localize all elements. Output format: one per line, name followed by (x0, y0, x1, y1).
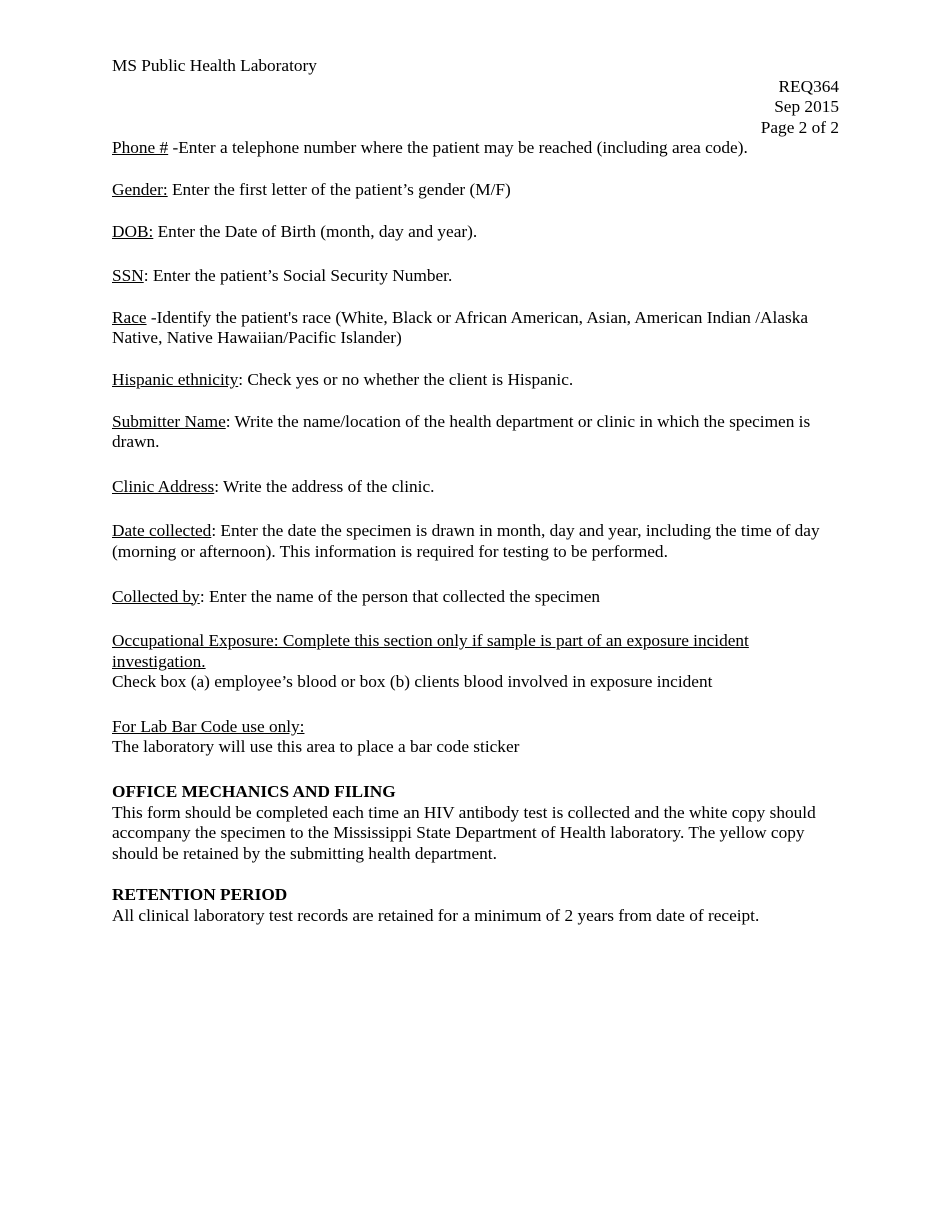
field-ssn (112, 266, 839, 287)
lab-barcode-label: For Lab Bar Code use only: (112, 716, 305, 736)
field-description: Enter the first letter of the patient’s gender (M/F) (167, 179, 511, 199)
field-description: : Write the name/location of the health department or clinic in which the specimen is drawn. (112, 411, 811, 452)
field-label: Race (112, 307, 147, 327)
field-description: : Enter the date the specimen is drawn in month, day and year, including the time of day (morning or afternoon). This information is required for testing to be performed. (112, 521, 820, 561)
field-date-collected (112, 521, 839, 562)
field-label: Hispanic ethnicity (112, 369, 239, 389)
field-description: Enter the Date of Birth (month, day and year). (153, 221, 478, 241)
office-mechanics-heading: OFFICE MECHANICS AND FILING (112, 782, 396, 802)
field-label: Submitter Name (112, 411, 226, 431)
retention-period-text: All clinical laboratory test records are retained for a minimum of 2 years from date of receipt. (112, 906, 760, 926)
form-id: REQ364 (778, 76, 839, 96)
retention-period-section (112, 885, 839, 926)
field-label: Date collected (112, 521, 212, 541)
revision-date: Sep 2015 (774, 97, 839, 117)
field-description: -Identify the patient's race (White, Black or African American, Asian, American Indian /Alaska Native, Native Hawaiian/Pacific Islander) (112, 307, 809, 348)
field-label: DOB: (112, 221, 154, 241)
field-description: : Write the address of the clinic. (214, 476, 435, 496)
lab-barcode-text: The laboratory will use this area to place a bar code sticker (112, 737, 520, 757)
occupational-exposure-text: Check box (a) employee’s blood or box (b) clients blood involved in exposure incident (112, 672, 713, 692)
retention-period-heading: RETENTION PERIOD (112, 885, 288, 905)
field-collected-by (112, 587, 839, 608)
lab-barcode-section (112, 717, 839, 758)
document-header-right (112, 77, 839, 139)
org-name: MS Public Health Laboratory (112, 56, 317, 75)
field-submitter-name (112, 412, 839, 453)
field-label: Collected by (112, 586, 200, 606)
field-description: : Enter the patient’s Social Security Number. (143, 266, 453, 286)
document-page (112, 56, 839, 927)
field-gender (112, 180, 839, 201)
field-phone (112, 138, 839, 159)
field-label: Phone # (112, 138, 169, 158)
occupational-exposure-label: Occupational Exposure: Complete this section only if sample is part of an exposure incident investigation. (112, 631, 749, 671)
field-description: : Check yes or no whether the client is Hispanic. (238, 369, 574, 389)
field-dob (112, 222, 839, 243)
field-race (112, 308, 839, 349)
office-mechanics-section (112, 782, 839, 864)
office-mechanics-text: This form should be completed each time an HIV antibody test is collected and the white copy should accompany the specimen to the Mississippi State Department of Health laboratory. The yellow copy should be retained by the submitting health department. (112, 802, 816, 863)
field-clinic-address (112, 477, 839, 498)
page-number: Page 2 of 2 (760, 117, 839, 137)
field-hispanic-ethnicity (112, 370, 839, 391)
occupational-exposure-section (112, 631, 839, 693)
field-label: SSN (112, 266, 144, 286)
field-description: -Enter a telephone number where the patient may be reached (including area code). (168, 138, 748, 158)
field-description: : Enter the name of the person that collected the specimen (199, 586, 601, 606)
field-label: Clinic Address (112, 476, 215, 496)
field-label: Gender: (112, 179, 168, 199)
